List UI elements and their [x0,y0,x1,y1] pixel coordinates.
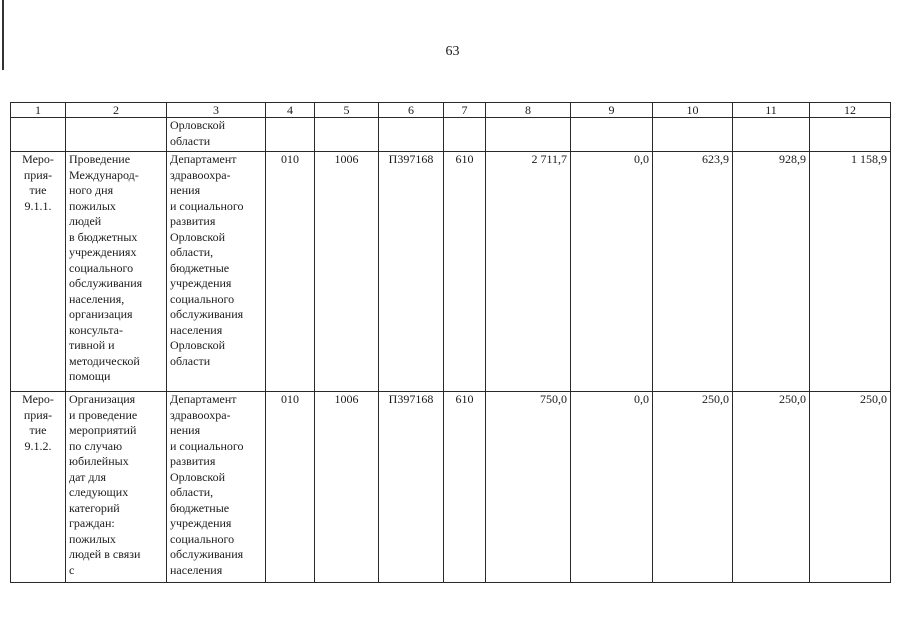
header-cell: 9 [571,103,653,118]
amount-cell: 750,0 [486,392,571,583]
code-cell: 1006 [315,392,379,583]
table-cell [266,118,315,152]
header-cell: 3 [167,103,266,118]
header-row [11,103,891,118]
amount-cell: 250,0 [733,392,810,583]
table-cell [379,118,444,152]
header-cell: 5 [315,103,379,118]
header-cell: 8 [486,103,571,118]
amount-cell: 0,0 [571,392,653,583]
executor: Департамент здравоохра- нения и социального развития Орловской области, бюджетные учреждения социального обслуживания населения Орловской области [170,152,244,368]
table-cell [167,118,266,152]
amount-cell: 928,9 [733,152,810,392]
table-cell [486,118,571,152]
code-cell: П397168 [379,392,444,583]
continuation-row [11,118,891,152]
code-cell: 610 [444,392,486,583]
amount-cell: 1 158,9 [810,152,891,392]
executor-cell [167,152,266,392]
header-cell: 12 [810,103,891,118]
header-cell: 6 [379,103,444,118]
table-row [11,152,891,392]
amount-cell: 623,9 [653,152,733,392]
header-cell: 2 [66,103,167,118]
executor-cell [167,392,266,583]
activity-name: Проведение Международ- ного дня пожилых людей в бюджетных учреждениях социального обслуживания населения, организация консульта- тивной и методической помощи [69,152,143,383]
header-cell: 7 [444,103,486,118]
budget-table [10,102,891,583]
amount-cell: 0,0 [571,152,653,392]
header-cell: 4 [266,103,315,118]
table-cell [444,118,486,152]
code-cell: 010 [266,392,315,583]
code-cell: 610 [444,152,486,392]
activity-id: Меро- прия- тие 9.1.2. [22,392,54,453]
table-row [11,392,891,583]
table-cell [810,118,891,152]
code-cell: П397168 [379,152,444,392]
header-cell: 1 [11,103,66,118]
table-cell [571,118,653,152]
amount-cell: 250,0 [653,392,733,583]
activity-id-cell [11,152,66,392]
amount-cell: 250,0 [810,392,891,583]
activity-id-cell [11,392,66,583]
activity-name-cell [66,392,167,583]
code-cell: 010 [266,152,315,392]
header-cell: 10 [653,103,733,118]
table-cell [733,118,810,152]
code-cell: 1006 [315,152,379,392]
table-cell [11,118,66,152]
table-cell [66,118,167,152]
activity-name: Организация и проведение мероприятий по случаю юбилейных дат для следующих категорий граждан: пожилых людей в связи с [69,392,141,577]
amount-cell: 2 711,7 [486,152,571,392]
executor: Департамент здравоохра- нения и социального развития Орловской области, бюджетные учреждения социального обслуживания населения [170,392,244,577]
activity-name-cell [66,152,167,392]
page-number: 63 [445,44,460,59]
executor-continuation: Орловской области [170,118,226,148]
table-cell [653,118,733,152]
header-cell: 11 [733,103,810,118]
activity-id: Меро- прия- тие 9.1.1. [22,152,54,213]
table-cell [315,118,379,152]
